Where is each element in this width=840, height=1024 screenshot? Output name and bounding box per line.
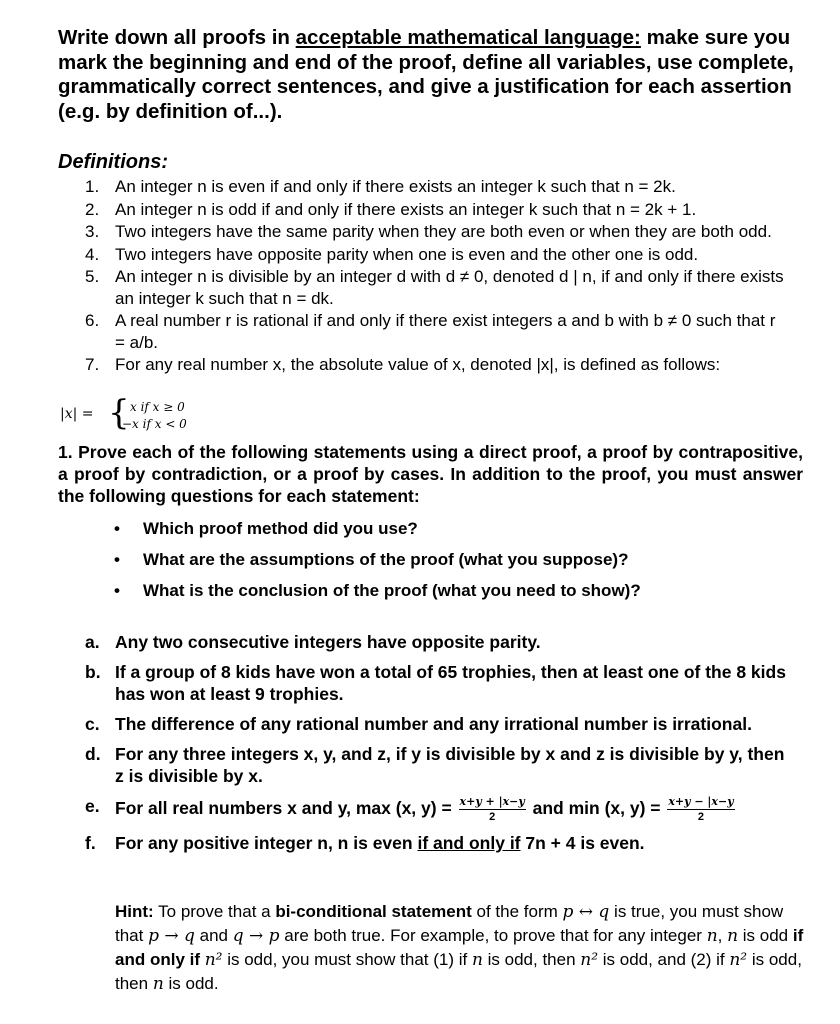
brace-symbol: {: [108, 393, 130, 433]
bullet-item: • What are the assumptions of the proof (what you suppose)?: [114, 550, 629, 569]
definition-item: 3. Two integers have the same parity when they are both even or when they are both odd.: [85, 222, 772, 241]
formula-case-2: −x if x < 0: [122, 417, 187, 431]
hint-paragraph: Hint: To prove that a bi-conditional statement of the form p ↔ q is true, you must show that p → q and q → p are both true. For example, to prove that for any integer n, n is odd if and only if n² is odd, you must show that (1) if n is odd, then n² is odd, and (2) if n² is odd, then n is odd.: [115, 902, 804, 994]
intro-text: Write down all proofs in: [58, 26, 296, 49]
intro-text-rest: make sure you mark the beginning and end of the proof, define all variables, use complete, grammatically correct sentences, and give a justification for each assertion (e.g. by definition of...).: [58, 26, 794, 123]
bullet-icon: •: [114, 581, 120, 600]
max-fraction: $\frac{x+y + |x-y}{2}$: [459, 795, 525, 823]
bullet-item: • Which proof method did you use?: [114, 519, 418, 538]
definition-item: 1. An integer n is even if and only if there exists an integer k such that n = 2k.: [85, 177, 676, 196]
formula-lhs: |x| =: [60, 406, 94, 422]
definition-item: 5. An integer n is divisible by an integer d with d ≠ 0, denoted d | n, if and only if there exists an integer k such that n = dk.: [85, 267, 784, 308]
statement-f: f. For any positive integer n, n is even if and only if 7n + 4 is even.: [85, 833, 645, 853]
min-fraction: $\frac{x+y - |x-y}{2}$: [668, 795, 734, 823]
statements-list: [85, 631, 795, 862]
intro-underlined: acceptable mathematical language:: [295, 26, 641, 49]
bullet-icon: •: [114, 519, 120, 538]
question-bullets: [110, 518, 641, 611]
definition-item: 6. A real number r is rational if and only if there exist integers a and b with b ≠ 0 such that r = a/b.: [85, 311, 776, 352]
statement-c: c. The difference of any rational number and any irrational number is irrational.: [85, 714, 752, 734]
definition-item: 2. An integer n is odd if and only if there exists an integer k such that n = 2k + 1.: [85, 199, 697, 219]
statement-e: e. For all real numbers x and y, max (x, y) = $\frac{x+y + |x-y}{2}$ and min (x, y) = $\frac{x+y - |x-y}{2}$: [85, 795, 734, 823]
bullet-icon: •: [114, 550, 120, 569]
hint-label: Hint:: [115, 902, 154, 921]
statement-b: b. If a group of 8 kids have won a total of 65 trophies, then at least one of the 8 kids has won at least 9 trophies.: [85, 662, 786, 704]
definitions-list: [85, 176, 785, 377]
definition-item: 4. Two integers have opposite parity when one is even and the other one is odd.: [85, 244, 699, 264]
bullet-item: • What is the conclusion of the proof (what you need to show)?: [114, 581, 641, 600]
statement-d: d. For any three integers x, y, and z, if y is divisible by x and z is divisible by y, then z is divisible by x.: [85, 744, 785, 786]
question-1-prompt: 1. Prove each of the following statements using a direct proof, a proof by contrapositive, a proof by contradiction, or a proof by cases. In addition to the proof, you must answer the following questions for each statement:: [58, 442, 803, 506]
formula-case-1: x if x ≥ 0: [130, 400, 185, 414]
definition-item: 7. For any real number x, the absolute value of x, denoted |x|, is defined as follows:: [85, 355, 721, 374]
definitions-heading: Definitions:: [58, 151, 168, 173]
instructions-paragraph: [58, 26, 808, 124]
statement-a: a. Any two consecutive integers have opposite parity.: [85, 632, 541, 652]
